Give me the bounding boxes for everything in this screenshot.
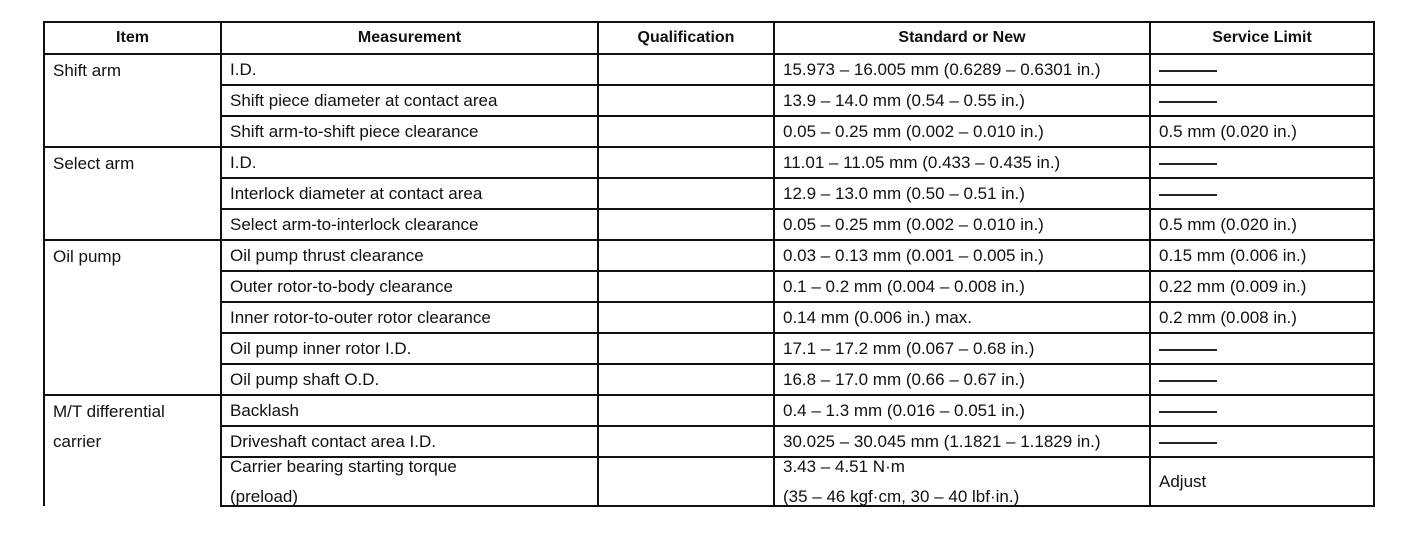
item-label-line2: carrier	[53, 432, 102, 451]
no-limit-dash	[1159, 442, 1217, 444]
qualification-cell	[598, 54, 774, 85]
table-row	[44, 457, 1374, 506]
service-limit-cell	[1150, 178, 1374, 209]
table-row	[44, 178, 1374, 209]
measurement-cell: Backlash	[221, 395, 598, 426]
measurement-line1: Carrier bearing starting torque	[230, 457, 457, 476]
table-row	[44, 302, 1374, 333]
qualification-cell	[598, 395, 774, 426]
measurement-cell: Select arm-to-interlock clearance	[221, 209, 598, 240]
qualification-cell	[598, 364, 774, 395]
qualification-cell	[598, 240, 774, 271]
standard-cell: 0.05 – 0.25 mm (0.002 – 0.010 in.)	[774, 209, 1150, 240]
table-row	[44, 147, 1374, 178]
service-limit-cell	[1150, 395, 1374, 426]
table-row	[44, 333, 1374, 364]
table-row	[44, 271, 1374, 302]
standard-cell: 15.973 – 16.005 mm (0.6289 – 0.6301 in.)	[774, 54, 1150, 85]
service-limit-cell	[1150, 364, 1374, 395]
no-limit-dash	[1159, 194, 1217, 196]
item-label-line1: M/T differential	[53, 402, 165, 421]
measurement-cell: Driveshaft contact area I.D.	[221, 426, 598, 457]
table-row	[44, 85, 1374, 116]
measurement-cell: Oil pump thrust clearance	[221, 240, 598, 271]
measurement-cell: Outer rotor-to-body clearance	[221, 271, 598, 302]
table-row	[44, 116, 1374, 147]
service-limit-cell	[1150, 85, 1374, 116]
no-limit-dash	[1159, 411, 1217, 413]
service-limit-cell: 0.15 mm (0.006 in.)	[1150, 240, 1374, 271]
service-limit-cell: 0.2 mm (0.008 in.)	[1150, 302, 1374, 333]
qualification-cell	[598, 116, 774, 147]
table-row	[44, 54, 1374, 85]
qualification-cell	[598, 271, 774, 302]
standard-cell: 0.05 – 0.25 mm (0.002 – 0.010 in.)	[774, 116, 1150, 147]
standard-cell: 16.8 – 17.0 mm (0.66 – 0.67 in.)	[774, 364, 1150, 395]
measurement-cell: Shift arm-to-shift piece clearance	[221, 116, 598, 147]
standard-cell: 30.025 – 30.045 mm (1.1821 – 1.1829 in.)	[774, 426, 1150, 457]
measurement-cell: I.D.	[221, 147, 598, 178]
qualification-cell	[598, 209, 774, 240]
standard-cell: 17.1 – 17.2 mm (0.067 – 0.68 in.)	[774, 333, 1150, 364]
service-limit-cell	[1150, 147, 1374, 178]
header-row	[44, 22, 1374, 54]
header-standard: Standard or New	[774, 22, 1150, 54]
measurement-cell: Inner rotor-to-outer rotor clearance	[221, 302, 598, 333]
measurement-line2: (preload)	[230, 487, 299, 506]
table-row	[44, 209, 1374, 240]
item-shift-arm: Shift arm	[44, 54, 221, 147]
standard-cell: 12.9 – 13.0 mm (0.50 – 0.51 in.)	[774, 178, 1150, 209]
standard-line2: (35 – 46 kgf·cm, 30 – 40 lbf·in.)	[783, 487, 1020, 506]
qualification-cell	[598, 426, 774, 457]
service-limit-cell	[1150, 426, 1374, 457]
measurement-cell: Shift piece diameter at contact area	[221, 85, 598, 116]
qualification-cell	[598, 333, 774, 364]
qualification-cell	[598, 302, 774, 333]
measurement-cell: Oil pump shaft O.D.	[221, 364, 598, 395]
table-row	[44, 240, 1374, 271]
qualification-cell	[598, 147, 774, 178]
table-row	[44, 395, 1374, 426]
qualification-cell	[598, 85, 774, 116]
standard-cell: 11.01 – 11.05 mm (0.433 – 0.435 in.)	[774, 147, 1150, 178]
item-mt-differential-carrier	[44, 395, 221, 506]
no-limit-dash	[1159, 380, 1217, 382]
header-item: Item	[44, 22, 221, 54]
service-limit-cell: 0.5 mm (0.020 in.)	[1150, 116, 1374, 147]
standard-cell: 0.03 – 0.13 mm (0.001 – 0.005 in.)	[774, 240, 1150, 271]
no-limit-dash	[1159, 349, 1217, 351]
service-limit-cell: Adjust	[1150, 457, 1374, 506]
service-limit-cell: 0.22 mm (0.009 in.)	[1150, 271, 1374, 302]
table-row	[44, 426, 1374, 457]
qualification-cell	[598, 457, 774, 506]
standard-cell: 0.14 mm (0.006 in.) max.	[774, 302, 1150, 333]
no-limit-dash	[1159, 70, 1217, 72]
standard-line1: 3.43 – 4.51 N·m	[783, 457, 905, 476]
specifications-table	[43, 21, 1375, 507]
header-measurement: Measurement	[221, 22, 598, 54]
service-limit-cell	[1150, 54, 1374, 85]
standard-cell: 13.9 – 14.0 mm (0.54 – 0.55 in.)	[774, 85, 1150, 116]
standard-cell	[774, 457, 1150, 506]
no-limit-dash	[1159, 163, 1217, 165]
measurement-cell: I.D.	[221, 54, 598, 85]
qualification-cell	[598, 178, 774, 209]
header-qualification: Qualification	[598, 22, 774, 54]
standard-cell: 0.1 – 0.2 mm (0.004 – 0.008 in.)	[774, 271, 1150, 302]
standard-cell: 0.4 – 1.3 mm (0.016 – 0.051 in.)	[774, 395, 1150, 426]
measurement-cell: Interlock diameter at contact area	[221, 178, 598, 209]
item-select-arm: Select arm	[44, 147, 221, 240]
service-limit-cell	[1150, 333, 1374, 364]
table-row	[44, 364, 1374, 395]
no-limit-dash	[1159, 101, 1217, 103]
measurement-cell: Oil pump inner rotor I.D.	[221, 333, 598, 364]
header-service-limit: Service Limit	[1150, 22, 1374, 54]
service-limit-cell: 0.5 mm (0.020 in.)	[1150, 209, 1374, 240]
item-oil-pump: Oil pump	[44, 240, 221, 395]
measurement-cell	[221, 457, 598, 506]
